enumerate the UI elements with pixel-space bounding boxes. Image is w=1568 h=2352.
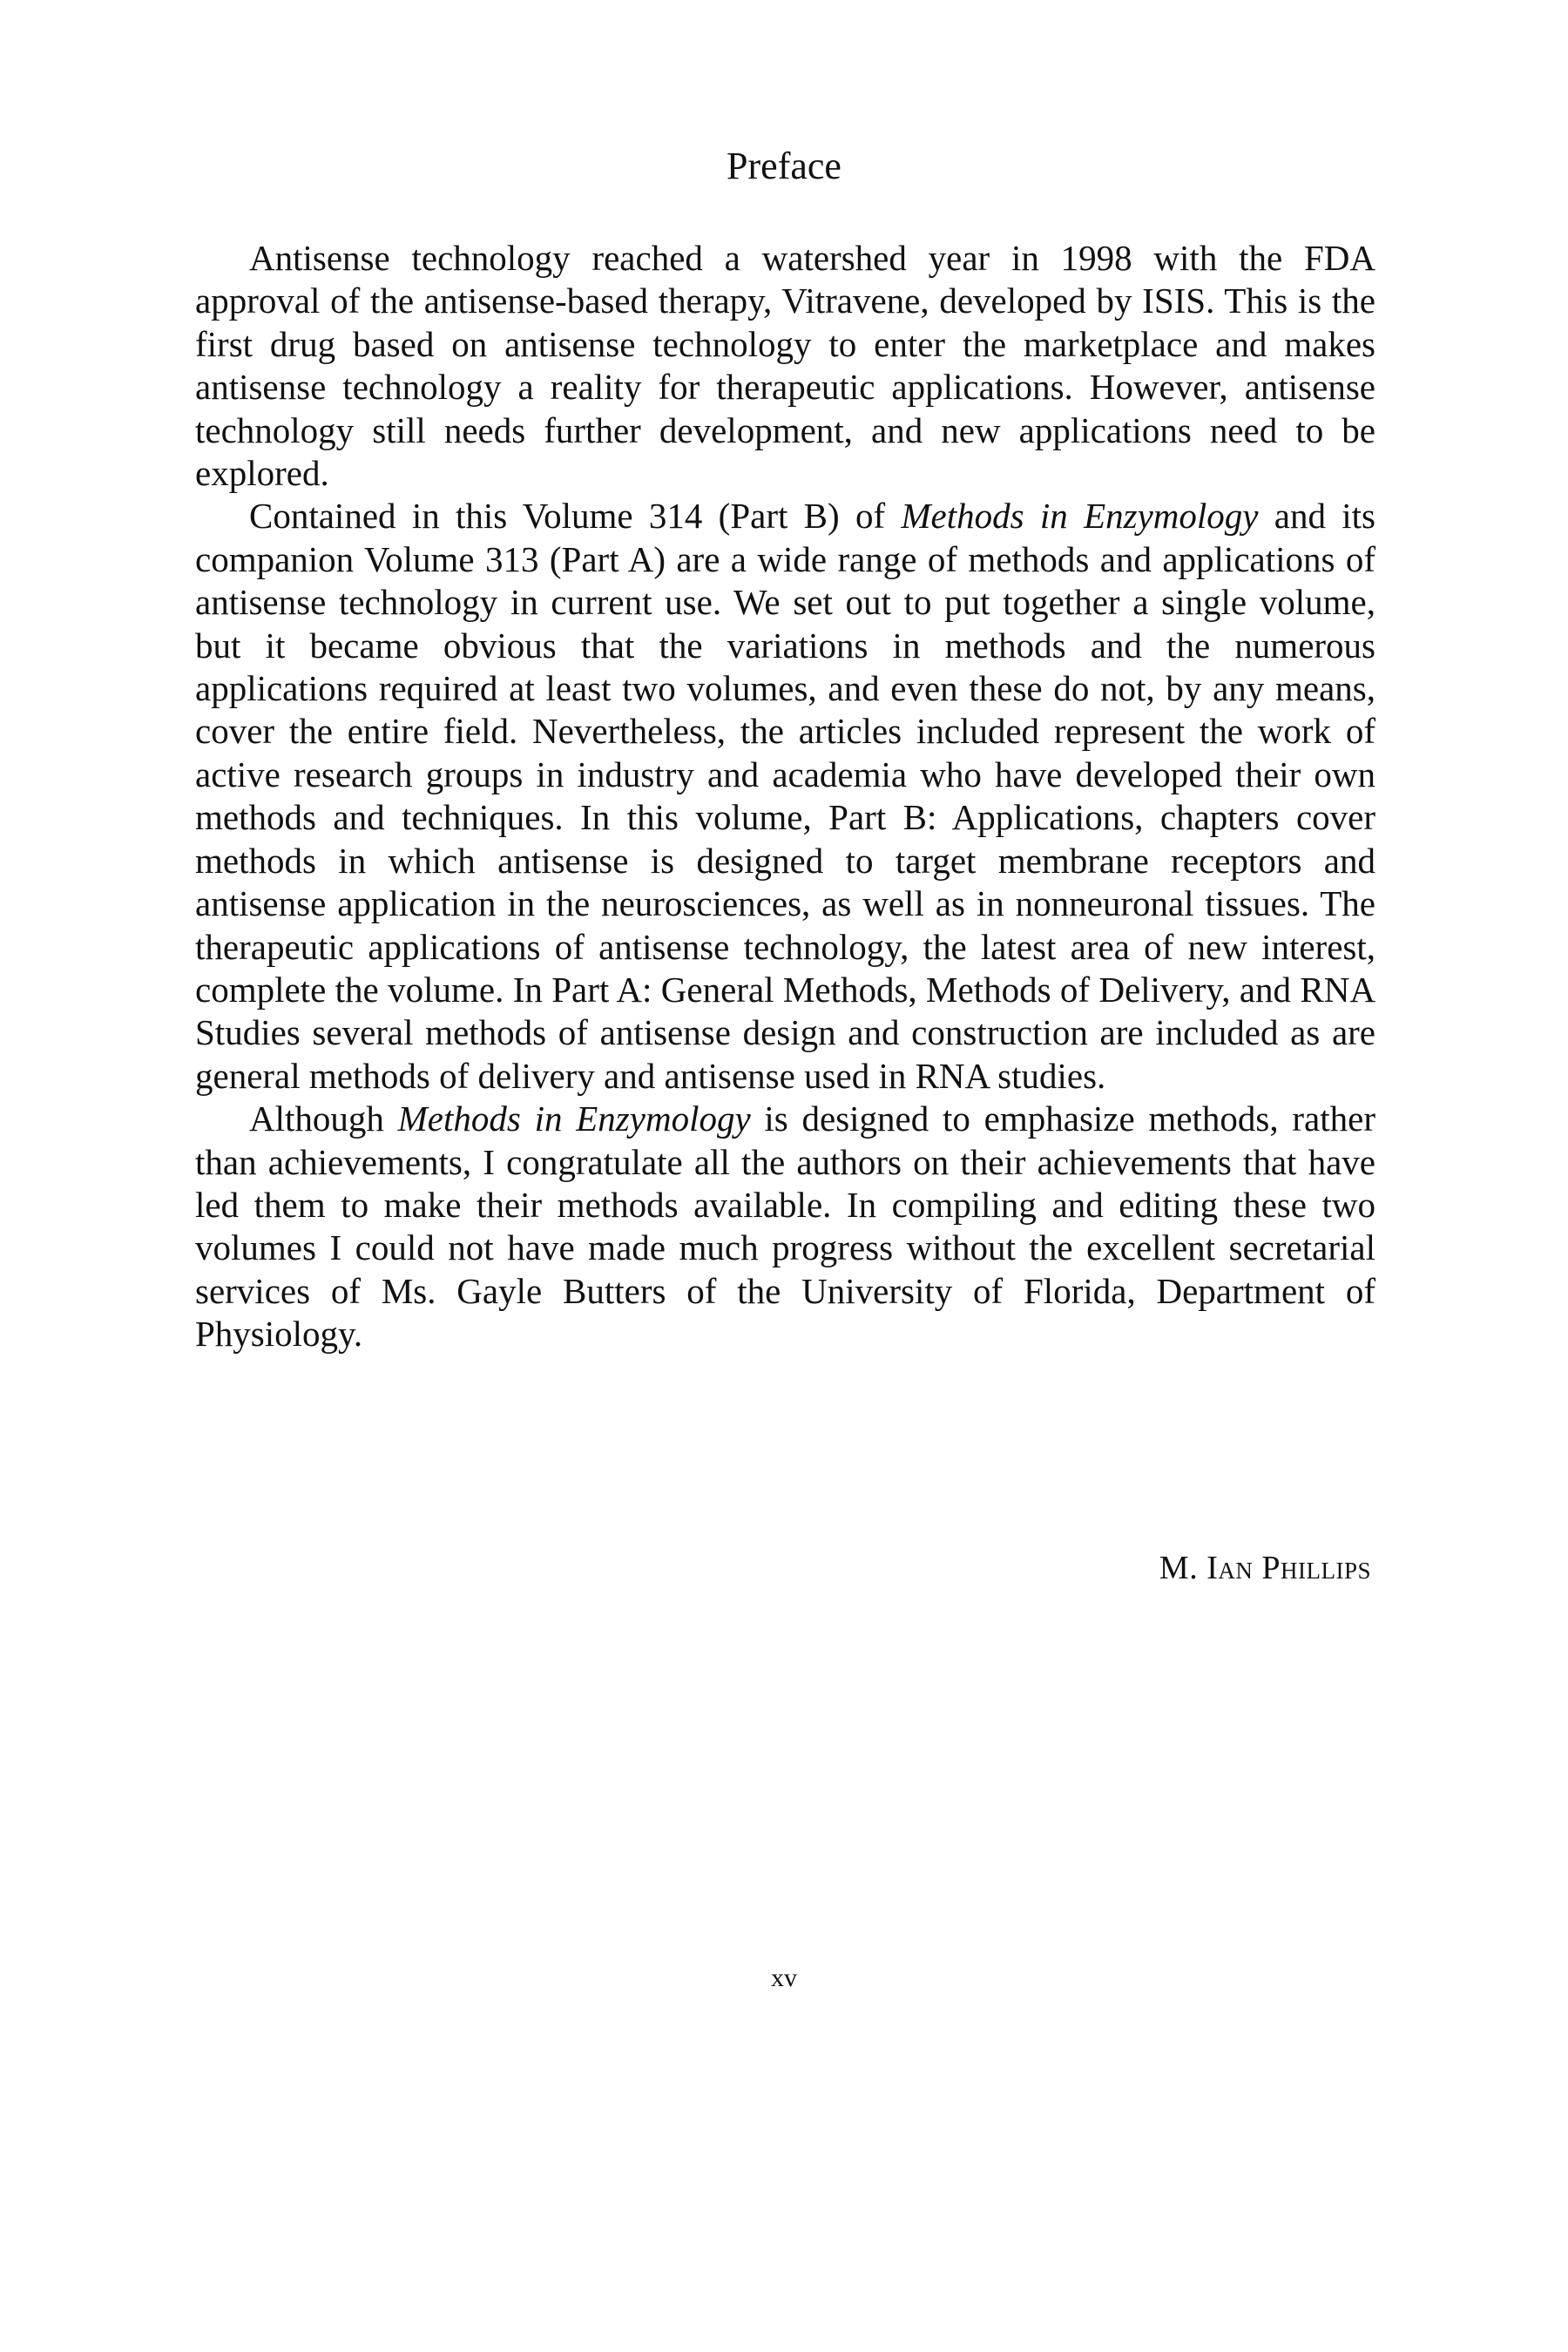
journal-title-reference: Methods in Enzymology (397, 1098, 751, 1139)
paragraph-1-text: Antisense technology reached a watershed year in 1998 with the FDA approval of the antisense-based therapy, Vitravene, developed by ISIS. This is the first drug based on antisense technology to enter the marketplace and makes antisense technology a reality for therapeutic applications. However, antisense technology still needs further development, and new applications need to be explored. (195, 238, 1375, 494)
paragraph-1 (195, 237, 1375, 495)
paragraph-3 (195, 1098, 1375, 1355)
paragraph-2 (195, 495, 1375, 1098)
page-number: xv (771, 1963, 797, 1992)
preface-body (195, 237, 1375, 1356)
paragraph-3-text-end: is designed to emphasize methods, rather than achievements, I congratulate all the authors on their achievements that have led them to make their methods available. In compiling and editing these two volumes I could not have made much progress without the excellent secretarial services of Ms. Gayle Butters of the University of Florida, Department of Physiology. (195, 1098, 1375, 1355)
author-signature: M. Ian Phillips (1159, 1550, 1371, 1586)
paragraph-2-text-start: Contained in this Volume 314 (Part B) of (249, 496, 902, 537)
paragraph-3-text-start: Although (249, 1098, 398, 1139)
page-title: Preface (727, 145, 841, 187)
paragraph-2-text-end: and its companion Volume 313 (Part A) are a wide range of methods and applications of antisense technology in current use. We set out to put together a single volume, but it became obvious that the variations in methods and the numerous applications required at least two volumes, and even these do not, by any means, cover the entire field. Nevertheless, the articles included represent the work of active research groups in industry and academia who have developed their own methods and techniques. In this volume, Part B: Applications, chapters cover methods in which antisense is designed to target membrane receptors and antisense application in the neurosciences, as well as in nonneuronal tissues. The therapeutic applications of antisense technology, the latest area of new interest, complete the volume. In Part A: General Methods, Methods of Delivery, and RNA Studies several methods of antisense design and construction are included as are general methods of delivery and antisense used in RNA studies. (195, 496, 1376, 1096)
journal-title-reference: Methods in Enzymology (901, 496, 1259, 537)
